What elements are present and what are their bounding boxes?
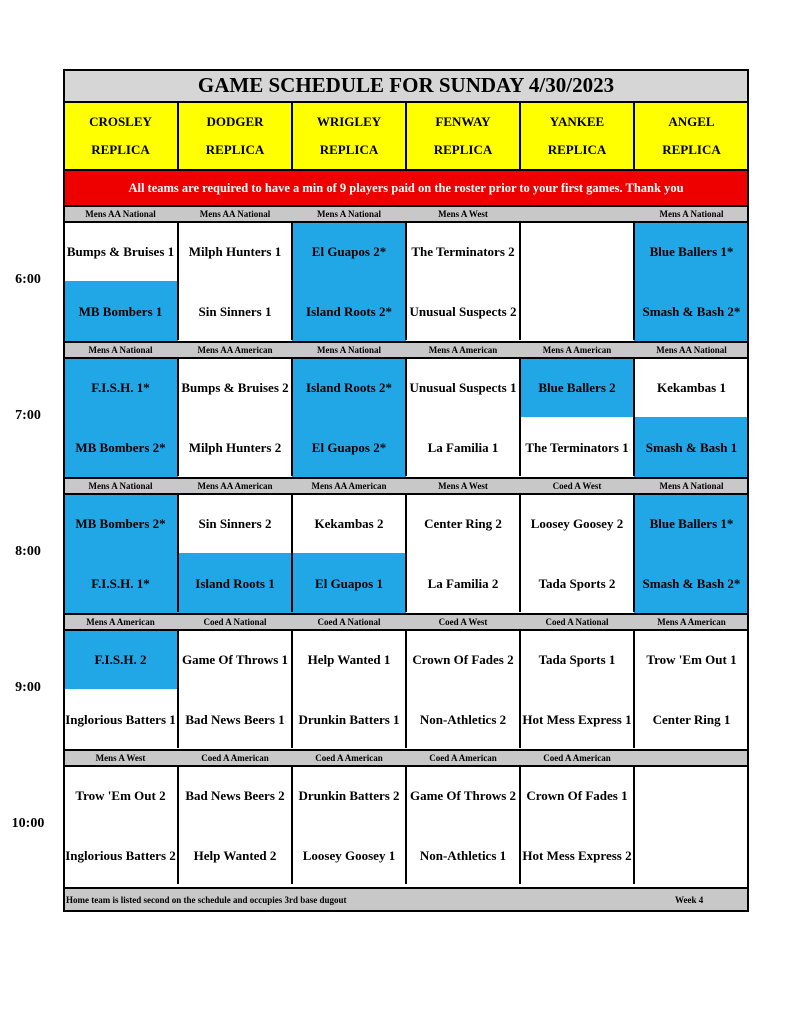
team-top: Loosey Goosey 2 <box>520 494 634 553</box>
home-team-note: Home team is listed second on the schedule and occupies 3rd base dugout <box>66 895 347 905</box>
team-bottom-home: Loosey Goosey 1 <box>292 825 406 886</box>
time-label: 9:00 <box>15 680 41 695</box>
field-type: REPLICA <box>205 142 265 157</box>
team-top: Crown Of Fades 2 <box>406 630 520 689</box>
team-bottom-home: La Familia 1 <box>406 417 520 478</box>
grid-line <box>519 630 521 748</box>
grid-line <box>177 630 179 748</box>
team-bottom-home: Island Roots 2* <box>292 281 406 342</box>
grid-line <box>63 205 749 207</box>
division-label: Coed A American <box>292 750 406 766</box>
team-top: Crown Of Fades 1 <box>520 766 634 825</box>
grid-line <box>291 630 293 748</box>
grid-line <box>633 630 635 748</box>
grid-line <box>177 102 179 170</box>
grid-line <box>519 358 521 476</box>
team-top: Kekambas 2 <box>292 494 406 553</box>
division-label: Coed A West <box>406 614 520 630</box>
grid-line <box>633 766 635 884</box>
grid-line <box>519 102 521 170</box>
team-bottom-home: El Guapos 2* <box>292 417 406 478</box>
team-top: Milph Hunters 1 <box>178 222 292 281</box>
grid-line <box>747 69 749 912</box>
grid-line <box>177 358 179 476</box>
team-top: Blue Ballers 1* <box>634 494 749 553</box>
time-label: 6:00 <box>15 272 41 287</box>
team-bottom-home: Hot Mess Express 1 <box>520 689 634 750</box>
team-top: Blue Ballers 1* <box>634 222 749 281</box>
team-bottom-home: Hot Mess Express 2 <box>520 825 634 886</box>
team-bottom-home: El Guapos 1 <box>292 553 406 614</box>
field-type: REPLICA <box>91 142 150 157</box>
team-bottom-home: F.I.S.H. 1* <box>63 553 178 614</box>
grid-line <box>405 222 407 340</box>
division-label: Mens A American <box>63 614 178 630</box>
grid-line <box>63 910 749 912</box>
grid-line <box>633 494 635 612</box>
team-top: Blue Ballers 2 <box>520 358 634 417</box>
grid-line <box>633 222 635 340</box>
team-bottom-home: Smash & Bash 1 <box>634 417 749 478</box>
grid-line <box>405 494 407 612</box>
team-bottom-home: Non-Athletics 1 <box>406 825 520 886</box>
division-label: Mens A American <box>520 342 634 358</box>
grid-line <box>63 613 749 615</box>
team-top: The Terminators 2 <box>406 222 520 281</box>
field-name: FENWAY <box>435 114 491 129</box>
grid-line <box>291 222 293 340</box>
grid-line <box>291 102 293 170</box>
division-label: Mens A National <box>634 206 749 222</box>
field-name: CROSLEY <box>89 114 152 129</box>
team-bottom-home: MB Bombers 1 <box>63 281 178 342</box>
field-header-wrigley <box>292 102 406 170</box>
division-label: Mens A West <box>406 206 520 222</box>
team-top: Trow 'Em Out 1 <box>634 630 749 689</box>
grid-line <box>177 494 179 612</box>
division-label: Mens A National <box>292 342 406 358</box>
grid-line <box>291 766 293 884</box>
division-label: Mens A American <box>634 614 749 630</box>
team-top <box>634 766 749 825</box>
division-label: Mens A National <box>634 478 749 494</box>
team-bottom-home: La Familia 2 <box>406 553 520 614</box>
team-top: Help Wanted 1 <box>292 630 406 689</box>
week-label: Week 4 <box>675 895 704 905</box>
division-label: Mens AA National <box>178 206 292 222</box>
team-top: Unusual Suspects 1 <box>406 358 520 417</box>
division-label: Mens A West <box>63 750 178 766</box>
team-bottom-home: Island Roots 1 <box>178 553 292 614</box>
division-label: Mens A American <box>406 342 520 358</box>
field-type: REPLICA <box>433 142 493 157</box>
grid-line <box>177 222 179 340</box>
team-top: Game Of Throws 1 <box>178 630 292 689</box>
team-bottom-home: Smash & Bash 2* <box>634 281 749 342</box>
time-label: 7:00 <box>15 408 41 423</box>
team-top: Drunkin Batters 2 <box>292 766 406 825</box>
division-label: Coed A National <box>178 614 292 630</box>
team-bottom-home: Non-Athletics 2 <box>406 689 520 750</box>
division-label: Coed A American <box>520 750 634 766</box>
field-name: ANGEL <box>668 114 715 129</box>
team-top: Bad News Beers 2 <box>178 766 292 825</box>
grid-line <box>63 887 749 889</box>
team-bottom-home: MB Bombers 2* <box>63 417 178 478</box>
field-header-angel <box>634 102 749 170</box>
division-label: Mens A National <box>63 478 178 494</box>
grid-line <box>519 222 521 340</box>
division-label: Mens AA American <box>178 342 292 358</box>
team-bottom-home: Help Wanted 2 <box>178 825 292 886</box>
team-top: Tada Sports 1 <box>520 630 634 689</box>
team-top: Bumps & Bruises 1 <box>63 222 178 281</box>
grid-line <box>519 494 521 612</box>
team-bottom-home: Unusual Suspects 2 <box>406 281 520 342</box>
field-header-yankee <box>520 102 634 170</box>
team-top: Bumps & Bruises 2 <box>178 358 292 417</box>
grid-line <box>63 341 749 343</box>
division-label: Mens AA American <box>292 478 406 494</box>
grid-line <box>63 69 65 912</box>
field-header-crosley <box>63 102 178 170</box>
grid-line <box>405 766 407 884</box>
grid-line <box>291 358 293 476</box>
grid-line <box>405 358 407 476</box>
field-header-dodger <box>178 102 292 170</box>
division-label: Coed A American <box>406 750 520 766</box>
time-label: 8:00 <box>15 544 41 559</box>
grid-line <box>63 477 749 479</box>
grid-line <box>177 766 179 884</box>
field-name: YANKEE <box>549 114 605 129</box>
division-label: Mens A National <box>292 206 406 222</box>
division-label: Coed A National <box>520 614 634 630</box>
team-bottom-home: Smash & Bash 2* <box>634 553 749 614</box>
team-top: Sin Sinners 2 <box>178 494 292 553</box>
team-top: MB Bombers 2* <box>63 494 178 553</box>
field-name: WRIGLEY <box>316 114 382 129</box>
field-type: REPLICA <box>319 142 379 157</box>
team-top: Island Roots 2* <box>292 358 406 417</box>
team-bottom-home: Tada Sports 2 <box>520 553 634 614</box>
team-bottom-home: Bad News Beers 1 <box>178 689 292 750</box>
team-top: Trow 'Em Out 2 <box>63 766 178 825</box>
team-bottom-home: The Terminators 1 <box>520 417 634 478</box>
team-top: F.I.S.H. 1* <box>63 358 178 417</box>
grid-line <box>633 358 635 476</box>
team-top: Game Of Throws 2 <box>406 766 520 825</box>
roster-notice: All teams are required to have a min of 9 players paid on the roster prior to your first games. Thank you <box>63 170 749 206</box>
division-label: Mens A National <box>63 342 178 358</box>
grid-line <box>405 102 407 170</box>
footer-bar <box>63 888 749 912</box>
team-top: F.I.S.H. 2 <box>63 630 178 689</box>
division-label: Coed A American <box>178 750 292 766</box>
division-label: Mens AA National <box>634 342 749 358</box>
division-label <box>520 206 634 222</box>
time-label: 10:00 <box>11 816 45 831</box>
team-bottom-home: Sin Sinners 1 <box>178 281 292 342</box>
team-bottom-home: Drunkin Batters 1 <box>292 689 406 750</box>
team-bottom-home <box>634 825 749 886</box>
team-top: El Guapos 2* <box>292 222 406 281</box>
division-label: Coed A National <box>292 614 406 630</box>
grid-line <box>405 630 407 748</box>
division-label: Mens AA American <box>178 478 292 494</box>
division-label: Coed A West <box>520 478 634 494</box>
division-label <box>634 750 749 766</box>
page-title: GAME SCHEDULE FOR SUNDAY 4/30/2023 <box>63 69 749 102</box>
team-top <box>520 222 634 281</box>
team-bottom-home: Inglorious Batters 2 <box>63 825 178 886</box>
team-bottom-home: Milph Hunters 2 <box>178 417 292 478</box>
field-header-fenway <box>406 102 520 170</box>
field-type: REPLICA <box>662 142 721 157</box>
field-type: REPLICA <box>547 142 607 157</box>
grid-line <box>63 69 749 71</box>
grid-line <box>291 494 293 612</box>
team-top: Kekambas 1 <box>634 358 749 417</box>
team-bottom-home <box>520 281 634 342</box>
field-name: DODGER <box>206 114 264 129</box>
schedule-sheet <box>11 69 749 912</box>
division-label: Mens A West <box>406 478 520 494</box>
grid-line <box>633 102 635 170</box>
grid-line <box>63 749 749 751</box>
grid-line <box>519 766 521 884</box>
team-bottom-home: Inglorious Batters 1 <box>63 689 178 750</box>
division-label: Mens AA National <box>63 206 178 222</box>
team-bottom-home: Center Ring 1 <box>634 689 749 750</box>
team-top: Center Ring 2 <box>406 494 520 553</box>
